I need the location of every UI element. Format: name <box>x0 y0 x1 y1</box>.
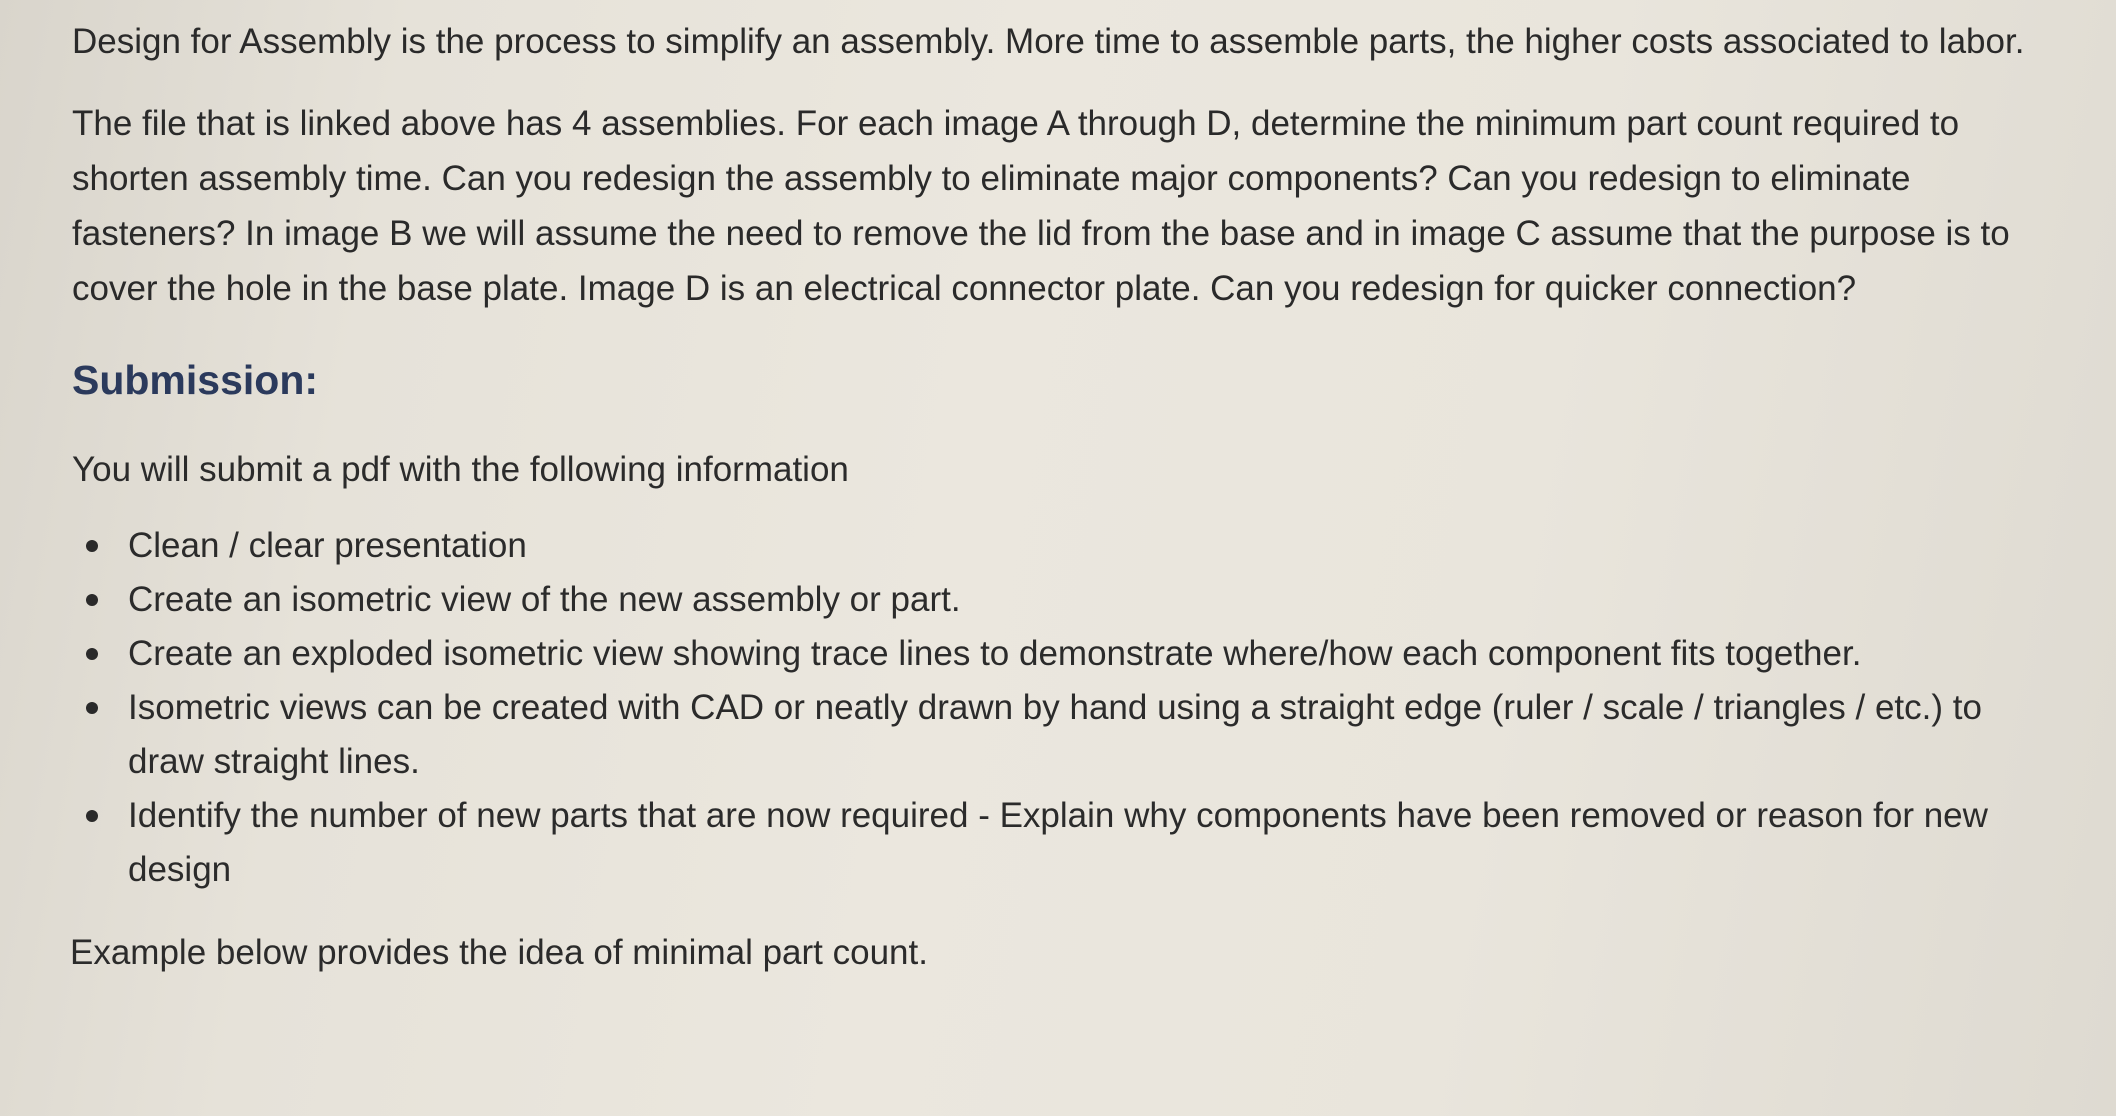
assignment-document <box>72 14 2032 980</box>
intro-paragraph: Design for Assembly is the process to simplify an assembly. More time to assemble parts, the higher costs associated to labor. <box>72 22 2025 61</box>
list-item <box>72 627 2032 681</box>
list-item <box>72 573 2032 627</box>
list-item-text: Create an isometric view of the new assembly or part. <box>128 580 961 619</box>
bullet-icon <box>86 594 98 606</box>
bullet-icon <box>86 540 98 552</box>
list-item <box>72 789 2032 897</box>
list-item-text: Clean / clear presentation <box>128 526 527 565</box>
list-item-text: Identify the number of new parts that are now required - Explain why components have been removed or reason for new design <box>128 796 1988 889</box>
instructions-paragraph: The file that is linked above has 4 assemblies. For each image A through D, determine the minimum part count required to shorten assembly time. Can you redesign the assembly to eliminate major components? Can you redesign to eliminate fasteners? In image B we will assume the need to remove the lid from the base and in image C assume that the purpose is to cover the hole in the base plate. Image D is an electrical connector plate. Can you redesign for quicker connection? <box>72 104 2010 308</box>
bullet-icon <box>86 810 98 822</box>
bullet-icon <box>86 702 98 714</box>
submission-heading: Submission: <box>72 357 319 403</box>
example-note: Example below provides the idea of minimal part count. <box>70 933 928 972</box>
list-item <box>72 681 2032 789</box>
list-item-text: Create an exploded isometric view showing trace lines to demonstrate where/how each component fits together. <box>128 634 1862 673</box>
submission-intro: You will submit a pdf with the following information <box>72 450 849 489</box>
submission-requirements-list <box>72 519 2032 897</box>
list-item-text: Isometric views can be created with CAD or neatly drawn by hand using a straight edge (ruler / scale / triangles / etc.) to draw straight lines. <box>128 688 1982 781</box>
list-item <box>72 519 2032 573</box>
bullet-icon <box>86 648 98 660</box>
